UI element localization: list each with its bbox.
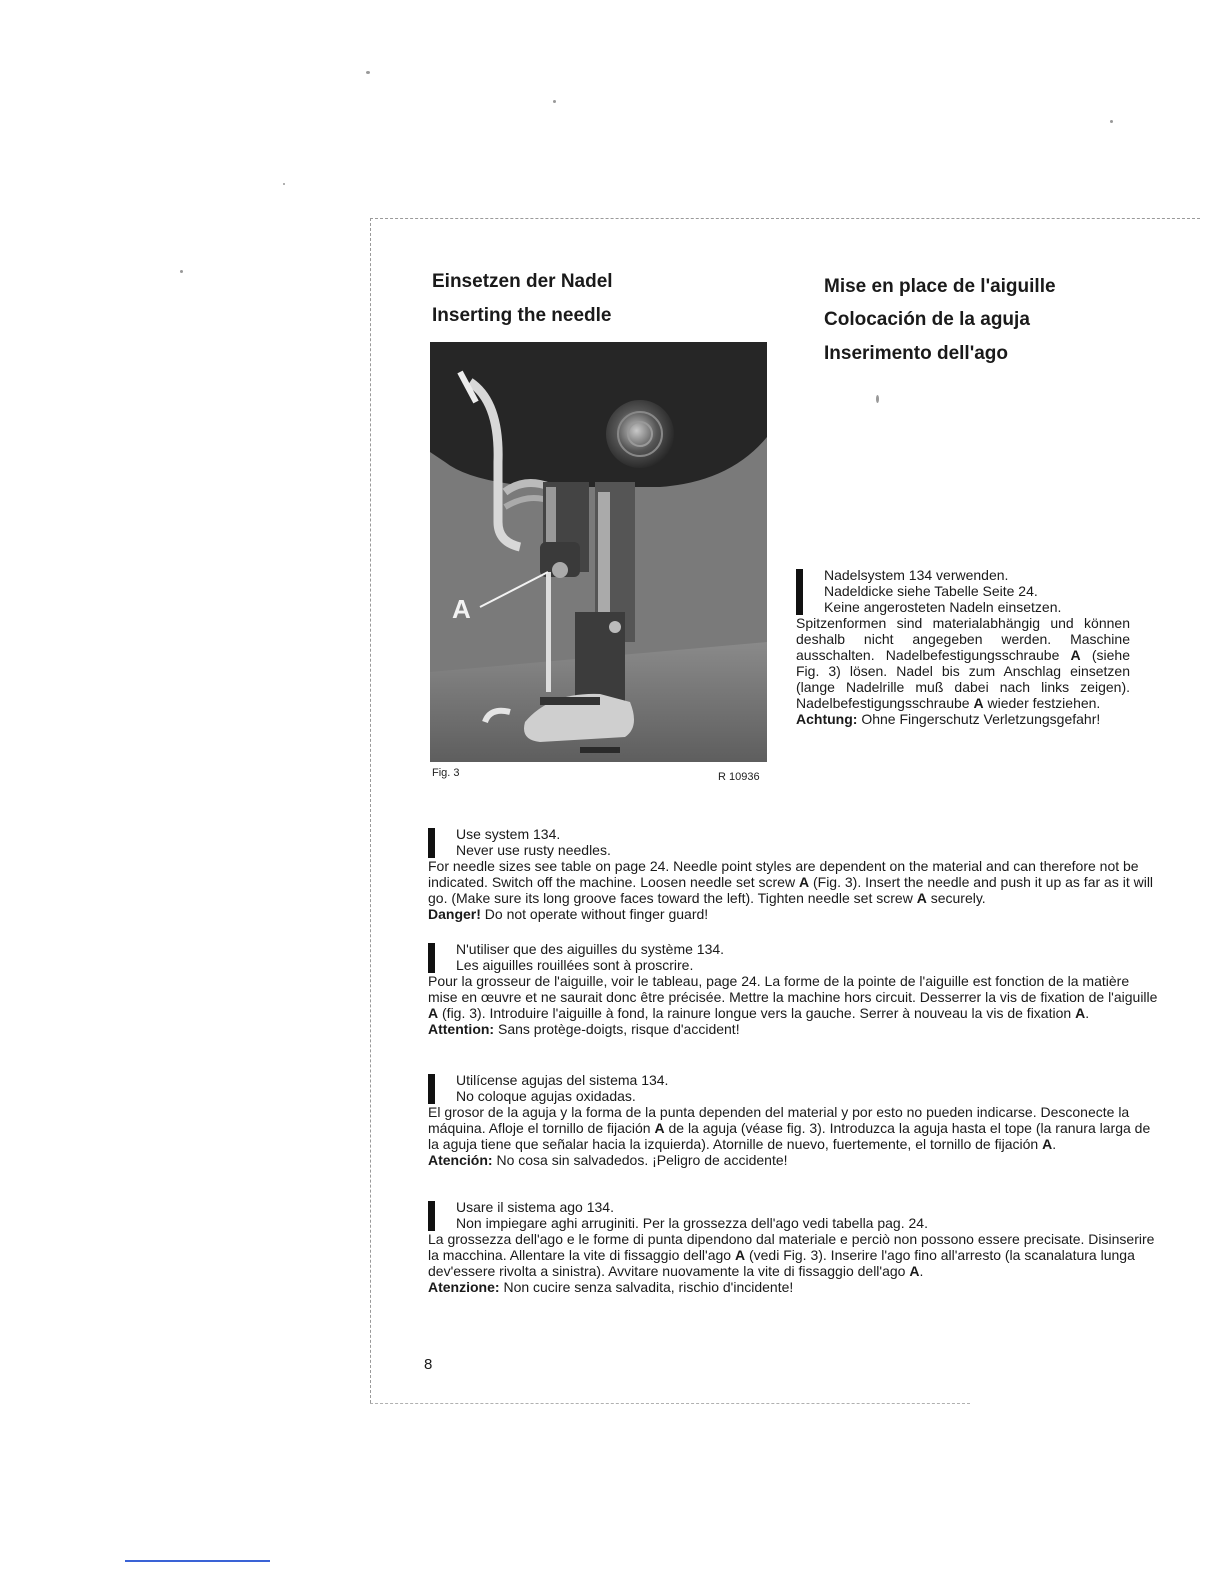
notice-bar: [428, 1074, 435, 1104]
notice-line: Use system 134.: [456, 826, 561, 842]
body-text: For needle sizes see table on page 24. Needle point styles are dependent on the material and can therefore not be indicated. Switch off the machine. Loosen needle set screw: [428, 858, 1139, 890]
body-text: .: [1085, 1005, 1090, 1021]
scan-speck: [1110, 120, 1113, 123]
warning-en: [428, 906, 1158, 922]
scan-border-left: [370, 218, 371, 1403]
body-text: Pour la grosseur de l'aiguille, voir le tableau, page 24. La forme de la pointe de l'aiguille est fonction de la matière mise en œuvre et ne saurait donc être précisée. Mettre la machine hors circuit. Desserrer la vis de fixation de l'aiguille: [428, 973, 1158, 1005]
body-text: Spitzenformen sind materialabhängig und können deshalb nicht angegeben werden. Maschine ausschalten. Nadelbefestigungsschraube: [796, 615, 1130, 663]
section-fr: [428, 941, 1158, 1037]
screw-label: A: [734, 1247, 746, 1263]
body-fr: [428, 973, 1158, 1021]
scan-border-bottom: [370, 1403, 970, 1404]
body-de: [796, 615, 1130, 711]
body-it: [428, 1231, 1158, 1279]
callout-label: A: [452, 594, 471, 624]
notice-line: Nadelsystem 134 verwenden.: [824, 567, 1009, 583]
scan-speck: [876, 395, 879, 403]
screw-label: A: [798, 874, 810, 890]
figure-caption: Fig. 3: [432, 767, 460, 779]
notice-bar: [428, 828, 435, 858]
scan-speck: [366, 71, 370, 74]
needle-photo: [430, 342, 767, 762]
notice-bar: [796, 569, 803, 615]
screw-label: A: [654, 1120, 665, 1136]
section-es: [428, 1072, 1158, 1168]
body-es: [428, 1104, 1158, 1152]
screw-label: A: [916, 890, 927, 906]
screw-label: A: [1042, 1136, 1053, 1152]
notice-fr: [428, 941, 1158, 973]
heading-fr: Mise en place de l'aiguille: [824, 276, 1056, 297]
notice-en: [428, 826, 1158, 858]
warning-text: Non cucire senza salvadita, rischio d'incidente!: [499, 1279, 794, 1295]
notice-bar: [428, 1201, 435, 1231]
body-text: .: [1052, 1136, 1057, 1152]
front-knob: [606, 400, 674, 468]
notice-line: Nadeldicke siehe Tabelle Seite 24.: [824, 583, 1038, 599]
scan-border-top: [370, 218, 1200, 219]
section-it: [428, 1199, 1158, 1295]
notice-it: [428, 1199, 1158, 1231]
body-text: (Fig. 3). Insert the needle and push it up as far as it will go. (Make sure its long groove faces toward the left). Tighten needle set screw: [428, 874, 1154, 906]
screw-label: A: [428, 1005, 439, 1021]
notice-de: [796, 567, 1130, 615]
needle: [546, 572, 551, 692]
notice-bar: [428, 943, 435, 973]
body-text: El grosor de la aguja y la forma de la punta dependen del material y por esto no pueden indicarse. Desconecte la máquina. Afloje el tornillo de fijación: [428, 1104, 1130, 1136]
notice-line: Keine angerosteten Nadeln einsetzen.: [824, 599, 1062, 615]
notice-line: No coloque agujas oxidadas.: [456, 1088, 636, 1104]
body-text: securely.: [926, 890, 986, 906]
warning-it: [428, 1279, 1158, 1295]
body-text: (vedi Fig. 3). Inserire l'ago fino all'arresto (la scanalatura lunga dev'essere rivolta a sinistra). Avvitare nuovamente la vite di fissaggio dell'ago: [428, 1247, 1135, 1279]
warning-es: [428, 1152, 1158, 1168]
warning-text: No cosa sin salvadedos. ¡Peligro de accidente!: [492, 1152, 788, 1168]
heading-de: Einsetzen der Nadel: [432, 271, 613, 292]
notice-line: Usare il sistema ago 134.: [456, 1199, 614, 1215]
screw-label: A: [909, 1263, 920, 1279]
heading-es: Colocación de la aguja: [824, 309, 1030, 330]
screw-label: A: [1070, 647, 1081, 663]
body-text: (fig. 3). Introduire l'aiguille à fond, la rainure longue vers la gauche. Serrer à nouveau la vis de fixation: [438, 1005, 1076, 1021]
body-text: La grossezza dell'ago e le forme di punta dipendono dal materiale e perciò non possono essere precisate. Disinserire la macchina. Allentare la vite di fissaggio dell'ago: [428, 1231, 1155, 1263]
body-en: [428, 858, 1158, 906]
heading-it: Inserimento dell'ago: [824, 343, 1008, 364]
body-text: (siehe Fig. 3) lösen. Nadel bis zum Anschlag einsetzen (lange Nadelrille muß dabei nach links zeigen). Nadelbefestigungsschraube: [796, 647, 1130, 711]
section-de: [796, 567, 1130, 727]
scan-speck: [283, 183, 285, 185]
body-text: de la aguja (véase fig. 3). Introduzca la aguja hasta el tope (la ranura larga de la aguja tiene que señalar hacia la izquierda). Atornille de nuevo, fuertemente, el tornillo de fijación: [428, 1120, 1151, 1152]
body-text: .: [919, 1263, 924, 1279]
page-number: 8: [424, 1356, 433, 1373]
notice-line: Utilícense agujas del sistema 134.: [456, 1072, 669, 1088]
warning-label: Atención:: [428, 1152, 493, 1168]
warning-text: Ohne Fingerschutz Verletzungsgefahr!: [857, 711, 1101, 727]
warning-label: Danger!: [428, 906, 481, 922]
notice-line: Never use rusty needles.: [456, 842, 611, 858]
section-en: [428, 826, 1158, 922]
heading-en: Inserting the needle: [432, 305, 612, 326]
notice-line: N'utiliser que des aiguilles du système 134.: [456, 941, 725, 957]
scan-speck: [553, 100, 556, 103]
warning-label: Attention:: [428, 1021, 495, 1037]
notice-line: Non impiegare aghi arruginiti. Per la grossezza dell'ago vedi tabella pag. 24.: [456, 1215, 928, 1231]
machine-head: [430, 342, 767, 487]
notice-es: [428, 1072, 1158, 1104]
warning-de: [796, 711, 1130, 727]
warning-label: Atenzione:: [428, 1279, 500, 1295]
notice-line: Les aiguilles rouillées sont à proscrire.: [456, 957, 694, 973]
bottom-link-line: [125, 1560, 270, 1562]
body-text: wieder festziehen.: [983, 695, 1101, 711]
warning-text: Do not operate without finger guard!: [480, 906, 709, 922]
screw-label: A: [1075, 1005, 1086, 1021]
warning-fr: [428, 1021, 1158, 1037]
screw-label: A: [973, 695, 984, 711]
warning-label: Achtung:: [796, 711, 858, 727]
warning-text: Sans protège-doigts, risque d'accident!: [494, 1021, 740, 1037]
figure-ref: R 10936: [718, 771, 760, 783]
needle-set-screw: [552, 562, 568, 578]
scan-speck: [180, 270, 183, 273]
